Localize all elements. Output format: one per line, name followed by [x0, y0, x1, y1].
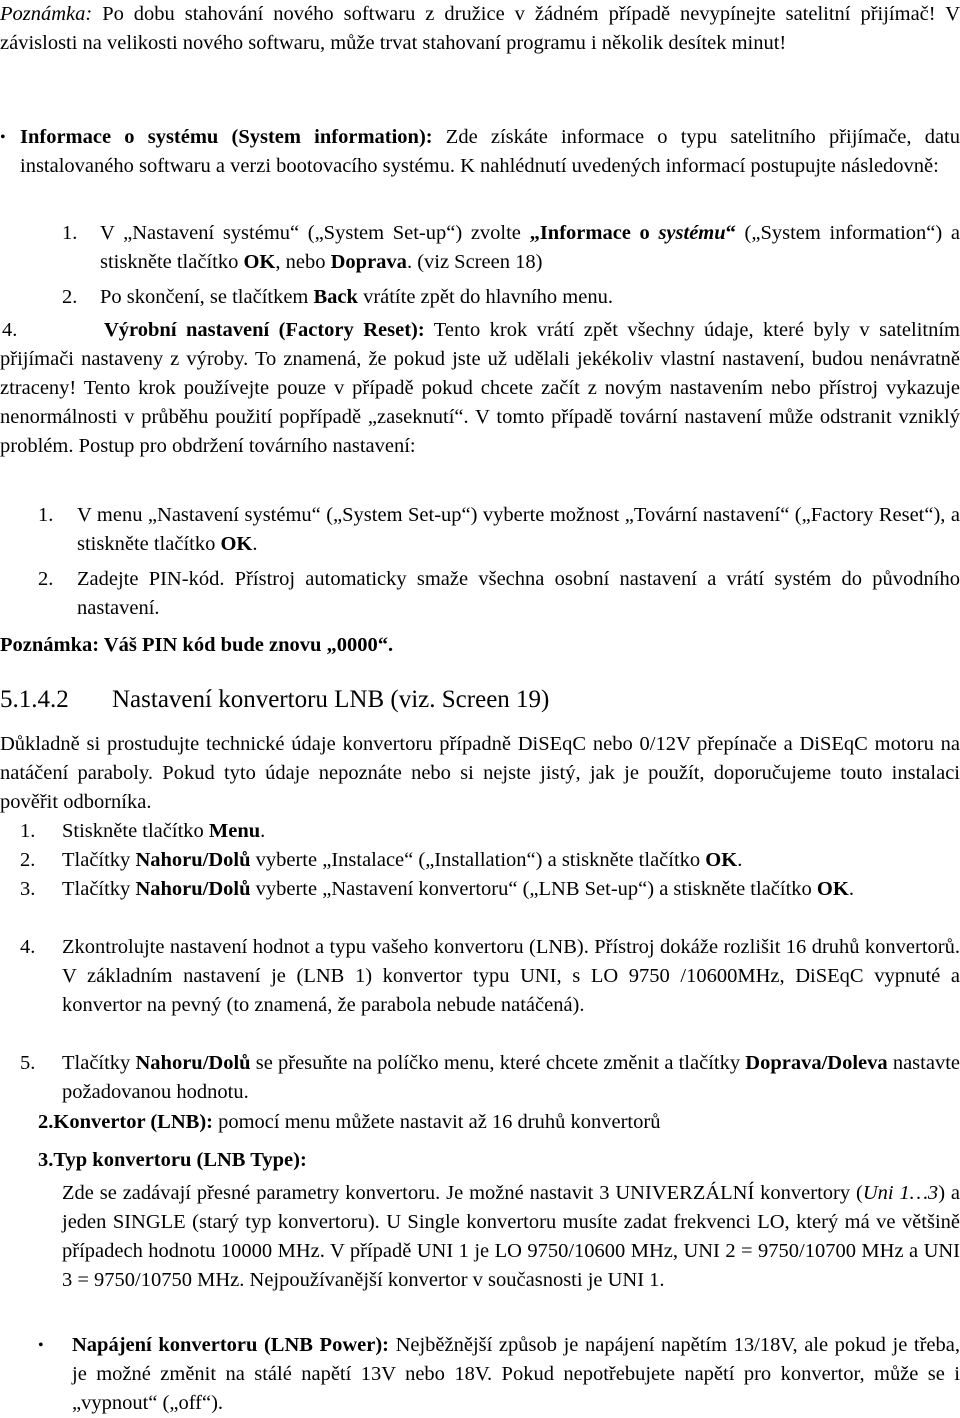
factory-step-1: 1. V menu „Nastavení systému“ („System Set-up“) vyberte možnost „Tovární nastavení“ („Factory Reset“), a stiskněte tlačítko OK.: [38, 504, 960, 555]
lnb-step-2: 2. Tlačítky Nahoru/Dolů vyberte „Instalace“ („Installation“) a stiskněte tlačítko OK.: [20, 849, 743, 871]
factory-step-2: 2. Zadejte PIN-kód. Přístroj automaticky smaže všechna osobní nastavení a vrátí systém do původního nastavení.: [38, 568, 960, 619]
download-note: Poznámka: Po dobu stahování nového softwaru z družice v žádném případě nevypínejte satelitní přijímač! V závislosti na velikosti nového softwaru, může trvat stahovaní programu i několik desítek minut!: [0, 3, 960, 54]
system-info-step-1: 1. V „Nastavení systému“ („System Set-up“) zvolte „Informace o systému“ („System information“) a stiskněte tlačítko OK, nebo Doprava. (viz Screen 18): [62, 222, 960, 273]
lnb-power-item: • Napájení konvertoru (LNB Power): Nejběžnější způsob je napájení napětím 13/18V, ale pokud je třeba, je možné změnit na stálé napětí 13V nebo 18V. Pokud nepotřebujete napětí pro konvertor, může se i „vypnout“ („off“).: [0, 1331, 960, 1418]
note-label: Poznámka:: [0, 3, 93, 25]
lnb-converter-title: 2.Konvertor (LNB):: [38, 1111, 213, 1133]
lnb-converter-item: 2.Konvertor (LNB): pomocí menu můžete nastavit až 16 druhů konvertorů: [38, 1111, 661, 1133]
factory-reset-item: 4. Výrobní nastavení (Factory Reset): Tento krok vrátí zpět všechny údaje, které byly v satelitním přijímači nastaveny z výroby. To znamená, že pokud jste už udělali jekékoliv vlastní nastavení, budou nenávratně ztraceny! Tento krok používejte pouze v případě pokud chcete začít z novým nastavením nebo přístroj vykazuje nenormálnosti v průběhu použití popřípadě „zaseknutí“. V tomto případě tovární nastavení může odstranit vzniklý problém. Postup pro obdržení továrního nastavení:: [0, 319, 960, 457]
lnb-power-title: Napájení konvertoru (LNB Power):: [72, 1334, 389, 1356]
lnb-step-1: 1. Stiskněte tlačítko Menu.: [20, 820, 266, 842]
system-info-item: • Informace o systému (System information): Zde získáte informace o typu satelitního přijímače, datu instalovaného softwaru a verzi bootovacího systému. K nahlédnutí uvedených informací postupujte následovně:: [0, 123, 960, 181]
bullet-icon: •: [38, 1337, 44, 1354]
lnb-step-3: 3. Tlačítky Nahoru/Dolů vyberte „Nastavení konvertoru“ („LNB Set-up“) a stiskněte tlačítko OK.: [20, 878, 854, 900]
lnb-step-4: 4. Zkontrolujte nastavení hodnot a typu vašeho konvertoru (LNB). Přístroj dokáže rozlišit 16 druhů konvertorů. V základním nastavení je (LNB 1) konvertor typu UNI, s LO 9750 /10600MHz, DiSEqC vypnuté a konvertor na pevný (to znamená, že parabola nebude natáčená).: [20, 936, 960, 1016]
factory-reset-title: Výrobní nastavení (Factory Reset):: [104, 319, 425, 341]
bullet-icon: •: [0, 129, 6, 146]
lnb-type-text: Zde se zadávají přesné parametry konvertoru. Je možné nastavit 3 UNIVERZÁLNÍ konvertory (Uni 1…3) a jeden SINGLE (starý typ konvertoru). U Single konvertoru musíte zadat frekvenci LO, který má ve většině případech hodnotu 10000 MHz. V případě UNI 1 je LO 9750/10600 MHz, UNI 2 = 9750/10700 MHz a UNI 3 = 9750/10750 MHz. Nejpoužívanější konvertor v současnosti je UNI 1.: [62, 1182, 960, 1291]
lnb-step-5: 5. Tlačítky Nahoru/Dolů se přesuňte na políčko menu, které chcete změnit a tlačítky Doprava/Doleva nastavte požadovanou hodnotu.: [20, 1052, 960, 1103]
section-heading: [0, 684, 960, 716]
system-info-title: Informace o systému (System information):: [20, 126, 433, 148]
lnb-type-title: 3.Typ konvertoru (LNB Type):: [38, 1149, 307, 1171]
pin-note: Poznámka: Váš PIN kód bude znovu „0000“.: [0, 634, 394, 656]
section-intro: Důkladně si prostudujte technické údaje konvertoru případně DiSEqC nebo 0/12V přepínače a DiSEqC motoru na natáčení paraboly. Pokud tyto údaje nepoznáte nebo si nejste jistý, jak je použít, doporučujeme touto instalaci pověřit odborníka.: [0, 733, 960, 813]
system-info-step-2: 2. Po skončení, se tlačítkem Back vrátíte zpět do hlavního menu.: [62, 286, 613, 308]
section-title: Nastavení konvertoru LNB (viz. Screen 19): [112, 686, 550, 713]
section-number: 5.1.4.2: [0, 686, 69, 713]
